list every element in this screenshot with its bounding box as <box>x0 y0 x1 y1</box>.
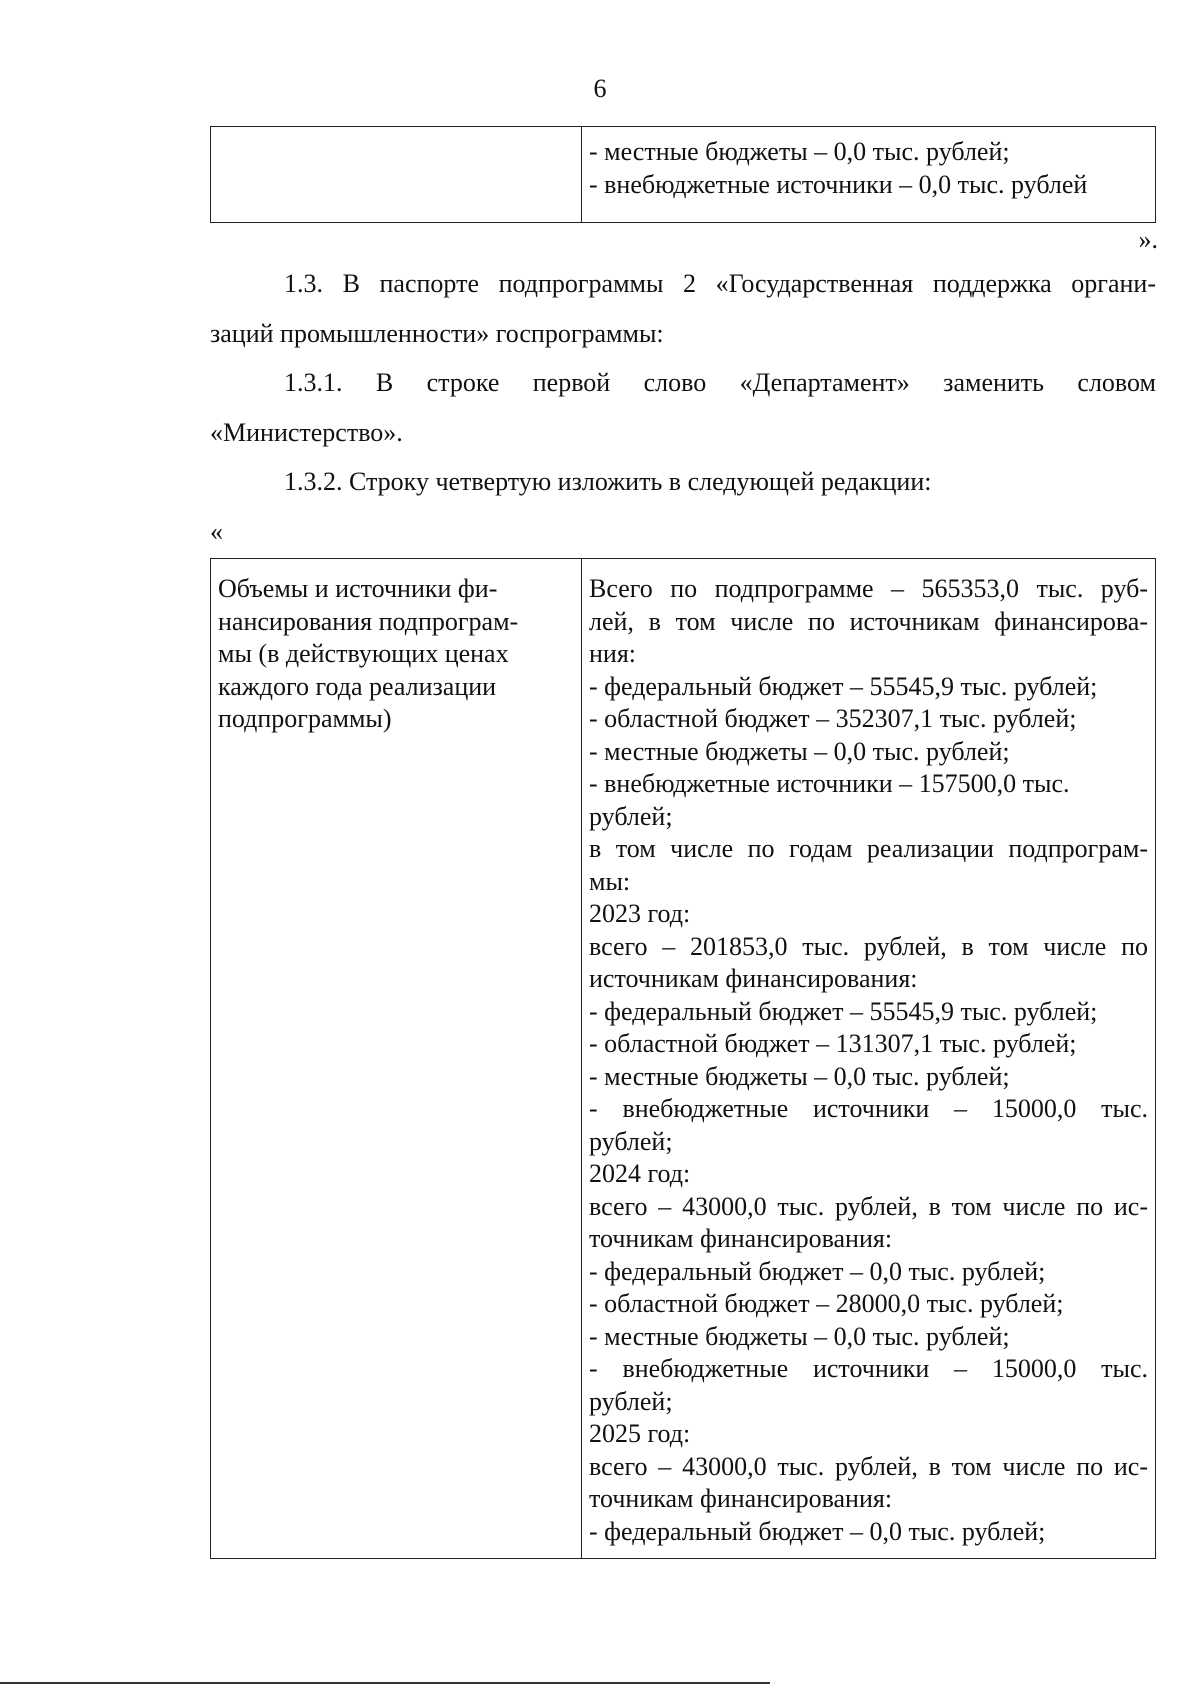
paragraph-1-3-line-2: заций промышленности» госпрограммы: <box>210 319 664 348</box>
footer-rule <box>0 1682 770 1684</box>
table-line: - местные бюджеты – 0,0 тыс. рублей; <box>589 1061 1010 1091</box>
table-line: - федеральный бюджет – 55545,9 тыс. рублей; <box>589 671 1098 701</box>
table-line: - внебюджетные источники – 15000,0 тыс. <box>589 1094 1148 1123</box>
table-line: - федеральный бюджет – 0,0 тыс. рублей; <box>589 1516 1046 1546</box>
table-line: - федеральный бюджет – 0,0 тыс. рублей; <box>589 1256 1046 1286</box>
table-line: подпрограммы) <box>218 704 392 733</box>
funding-table <box>210 558 1156 1559</box>
table-row <box>211 559 1156 1559</box>
paragraph-1-3-2: 1.3.2. Строку четвертую изложить в следующей редакции: <box>284 467 932 496</box>
table-line: лей, в том числе по источникам финансирова- <box>589 606 1148 636</box>
table-line: Объемы и источники фи- <box>218 574 498 603</box>
table-line: точникам финансирования: <box>589 1484 893 1513</box>
table-line: - областной бюджет – 131307,1 тыс. рублей; <box>589 1029 1077 1058</box>
table-cell-funding <box>582 559 1156 1559</box>
table-line: 2024 год: <box>589 1159 691 1188</box>
table-line: точникам финансирования: <box>589 1224 893 1253</box>
table-line: всего – 201853,0 тыс. рублей, в том числе по <box>589 931 1148 961</box>
table-line: рублей; <box>589 1386 673 1416</box>
table-line: - внебюджетные источники – 15000,0 тыс. <box>589 1354 1148 1383</box>
table-line: - внебюджетные источники – 157500,0 тыс. <box>589 769 1070 798</box>
table-line: 2025 год: <box>589 1419 691 1448</box>
table-line: - местные бюджеты – 0,0 тыс. рублей; <box>589 1321 1010 1351</box>
table-cell-label <box>211 559 582 1559</box>
table-line: - федеральный бюджет – 55545,9 тыс. рублей; <box>589 996 1098 1026</box>
table-line: 2023 год: <box>589 899 691 928</box>
table-line: рублей; <box>589 1126 673 1156</box>
table-line: в том числе по годам реализации подпрограм- <box>589 834 1148 863</box>
table-line: - областной бюджет – 28000,0 тыс. рублей; <box>589 1289 1064 1318</box>
table-row <box>211 127 1156 223</box>
paragraph-1-3-1-line-1: 1.3.1. В строке первой слово «Департамент» заменить словом <box>284 368 1156 397</box>
table-cell-funding <box>582 127 1156 223</box>
continued-table <box>210 126 1156 223</box>
table-line: мы (в действующих ценах <box>218 639 509 668</box>
table-line: мы: <box>589 866 631 896</box>
table-cell-empty <box>211 127 582 223</box>
table-line: нансирования подпрограм- <box>218 606 519 636</box>
paragraph-1-3-1-line-2: «Министерство». <box>210 418 403 447</box>
table-line: - местные бюджеты – 0,0 тыс. рублей; <box>589 137 1010 166</box>
opening-quote: « <box>210 517 223 546</box>
table-line: каждого года реализации <box>218 671 497 701</box>
table-line: рублей; <box>589 801 673 831</box>
closing-quote: ». <box>1138 225 1158 254</box>
table-line: ния: <box>589 639 637 668</box>
table-line: источникам финансирования: <box>589 964 918 993</box>
page-number: 6 <box>593 74 607 103</box>
table-line: всего – 43000,0 тыс. рублей, в том числе по ис- <box>589 1451 1148 1481</box>
table-line: всего – 43000,0 тыс. рублей, в том числе по ис- <box>589 1191 1148 1221</box>
table-line: - внебюджетные источники – 0,0 тыс. рублей <box>589 169 1088 199</box>
table-line: - областной бюджет – 352307,1 тыс. рублей; <box>589 704 1077 733</box>
paragraph-1-3-line-1: 1.3. В паспорте подпрограммы 2 «Государственная поддержка органи- <box>284 269 1156 298</box>
table-line: Всего по подпрограмме – 565353,0 тыс. руб- <box>589 574 1148 603</box>
table-line: - местные бюджеты – 0,0 тыс. рублей; <box>589 736 1010 766</box>
